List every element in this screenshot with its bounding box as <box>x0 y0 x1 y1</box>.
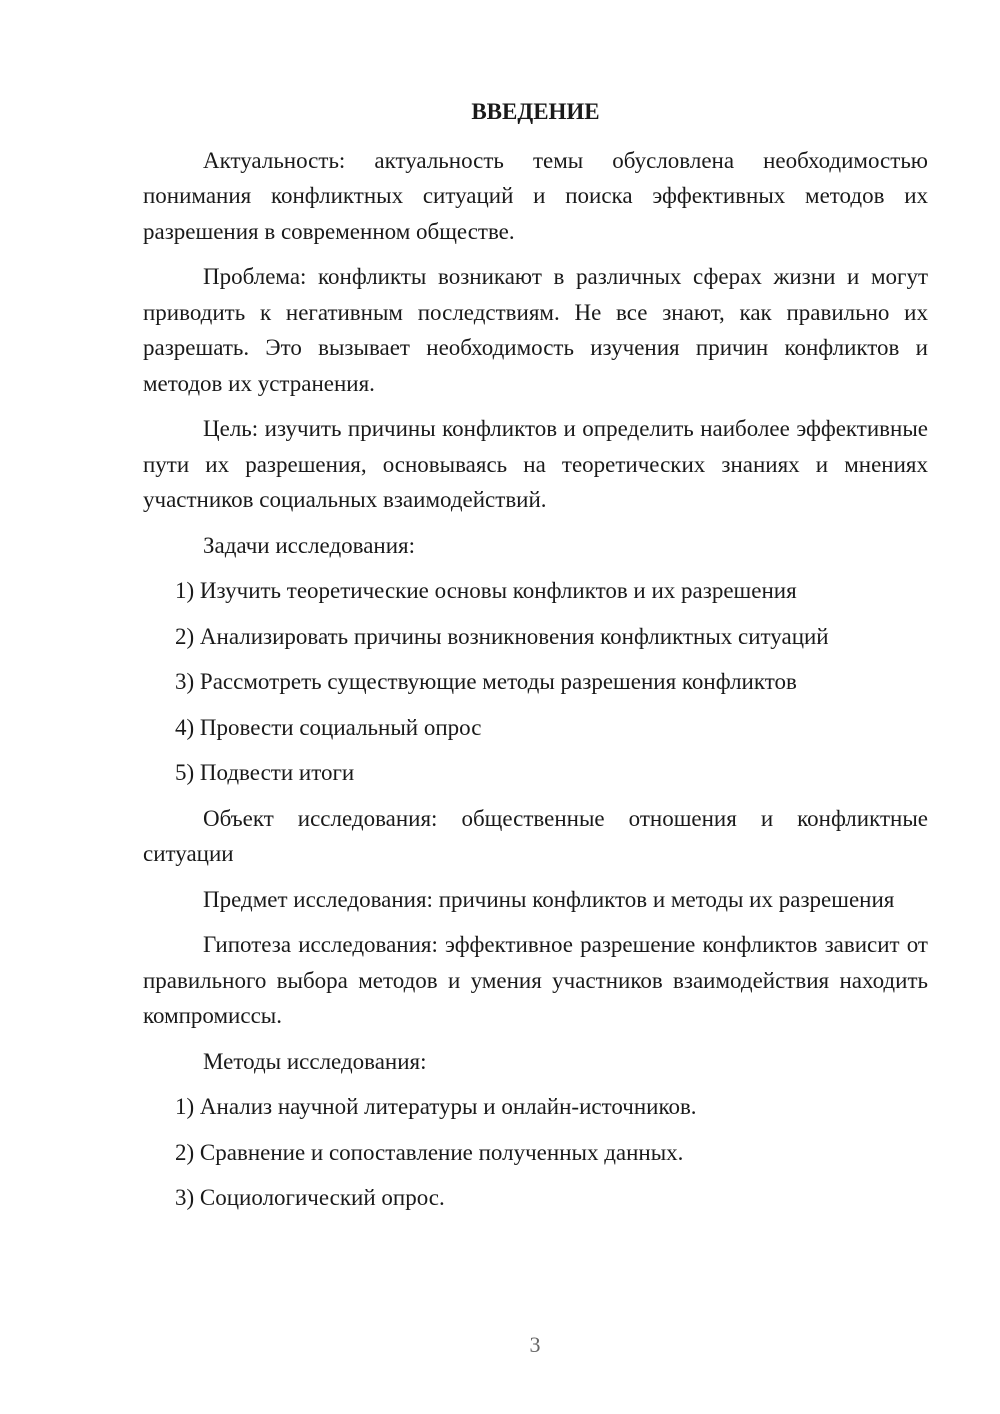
methods-list <box>143 1089 928 1216</box>
list-item: 3) Рассмотреть существующие методы разрешения конфликтов <box>175 669 797 694</box>
list-item: 3) Социологический опрос. <box>175 1185 445 1210</box>
document-body <box>143 94 928 1226</box>
relevance-paragraph: Актуальность: актуальность темы обусловлена необходимостью понимания конфликтных ситуаций и поиска эффективных методов их разрешения в современном обществе. <box>143 147 928 244</box>
hypothesis-paragraph: Гипотеза исследования: эффективное разрешение конфликтов зависит от правильного выбора методов и умения участников взаимодействия находить компромиссы. <box>143 932 928 1028</box>
problem-paragraph: Проблема: конфликты возникают в различных сферах жизни и могут приводить к негативным последствиям. Не все знают, как правильно их разрешать. Это вызывает необходимость изучения причин конфликтов и методов их устранения. <box>143 264 928 396</box>
methods-title: Методы исследования: <box>203 1048 427 1074</box>
goal-paragraph: Цель: изучить причины конфликтов и определить наиболее эффективные пути их разрешения, основываясь на теоретических знаниях и мнениях участников социальных взаимодействий. <box>143 416 928 512</box>
section-heading: ВВЕДЕНИЕ <box>471 99 600 124</box>
tasks-title: Задачи исследования: <box>203 532 416 558</box>
list-item: 2) Сравнение и сопоставление полученных данных. <box>175 1139 684 1165</box>
tasks-list <box>143 573 928 791</box>
list-item: 5) Подвести итоги <box>175 760 355 785</box>
list-item: 1) Изучить теоретические основы конфликтов и их разрешения <box>175 578 797 603</box>
page-number: 3 <box>529 1332 541 1357</box>
list-item: 4) Провести социальный опрос <box>175 714 482 740</box>
list-item: 2) Анализировать причины возникновения конфликтных ситуаций <box>175 623 829 649</box>
subject-paragraph: Предмет исследования: причины конфликтов и методы их разрешения <box>203 886 895 912</box>
list-item: 1) Анализ научной литературы и онлайн-источников. <box>175 1094 697 1119</box>
object-paragraph: Объект исследования: общественные отношения и конфликтные ситуации <box>143 805 928 866</box>
